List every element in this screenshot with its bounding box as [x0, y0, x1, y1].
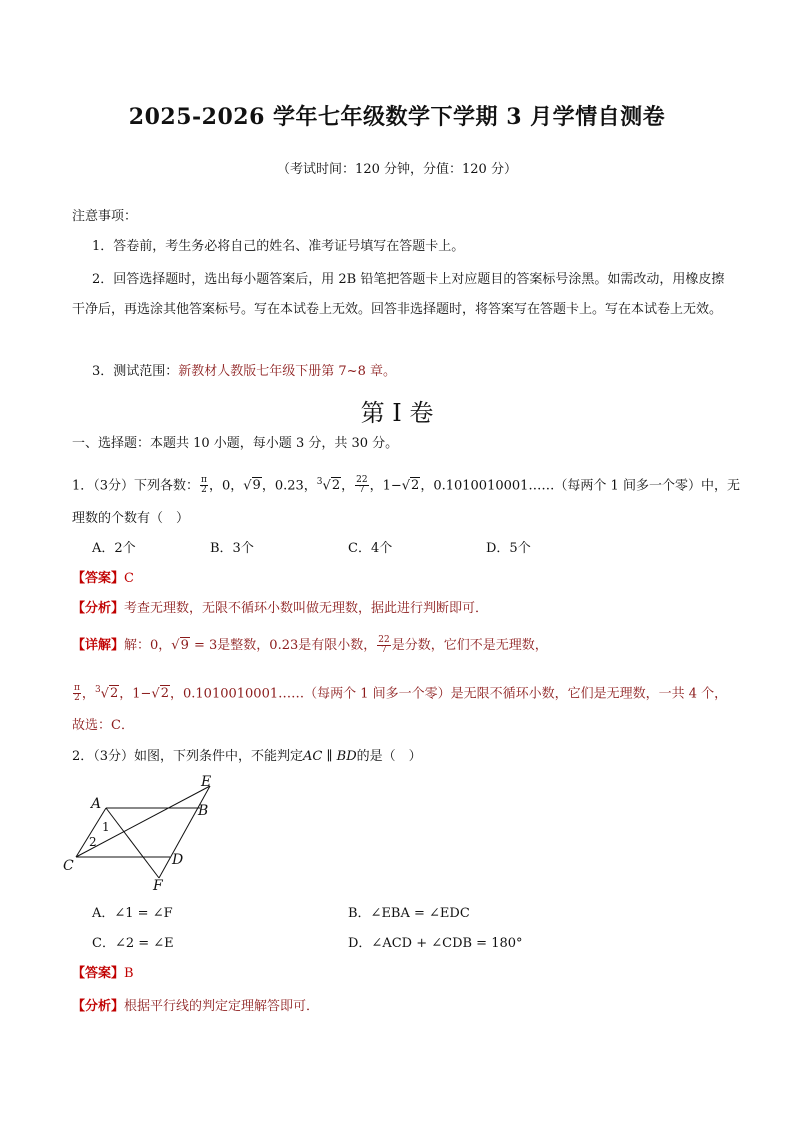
section-title: 第 I 卷	[360, 399, 434, 427]
cube-root-index: 3	[316, 477, 323, 487]
line-af	[106, 808, 159, 878]
sqrt-radicand: 9	[252, 478, 261, 494]
detail-text: 是分数，它们不是无理数，	[391, 638, 548, 653]
fraction-denominator: 7	[381, 645, 387, 655]
q1-list-b: ，0.23，	[261, 478, 317, 494]
point-label-d: D	[172, 852, 184, 868]
page-title: 2025-2026 学年七年级数学下学期 3 月学情自测卷	[128, 104, 666, 130]
answer-value: C	[124, 571, 134, 586]
notice-heading: 注意事项：	[72, 209, 138, 224]
fraction-22-over-7	[377, 636, 390, 655]
q1-answer	[72, 569, 134, 589]
sqrt-sign: √	[401, 478, 411, 494]
q1-stem-line2: 理数的个数有（ ）	[72, 511, 190, 526]
fraction-numerator: 22	[378, 635, 390, 645]
q1-detail-line1	[72, 636, 548, 656]
q1-stem-start: 1．（3分）下列各数：	[72, 478, 200, 494]
point-label-f: F	[153, 878, 163, 894]
q1-option-b: B．3个	[210, 541, 254, 556]
exam-info: （考试时间：120 分钟，分值：120 分）	[277, 162, 517, 177]
cube-root-index: 3	[94, 685, 101, 695]
q2-stem-math: AC ∥ BD	[303, 749, 357, 764]
q1-option-a: A．2个	[92, 541, 136, 556]
fraction-denominator: 2	[74, 693, 80, 704]
detail-tag: 【详解】	[72, 638, 125, 653]
fraction-denominator: 7	[358, 485, 365, 496]
q1-list-e: ，0.1010010001……（每两个 1 间多一个零）中，无	[420, 478, 740, 494]
analysis-text: 根据平行线的判定定理解答即可．	[124, 999, 320, 1014]
analysis-text: 考查无理数，无限不循环小数叫做无理数，据此进行判断即可．	[124, 601, 489, 616]
detail-text: 解：0，	[124, 638, 172, 653]
notice-item-2: 2．回答选择题时，选出每小题答案后，用 2B 铅笔把答题卡上对应题目的答案标号涂黑。如需改动，用橡皮擦干净后，再选涂其他答案标号。写在本试卷上无效。回答非选择题时，将答案写在答题卡上。写在本试卷上无效。	[72, 272, 725, 317]
detail-text: ，0.1010010001……（每两个 1 间多一个零）是无限不循环小数，它们是无理数，一共 4 个，	[170, 686, 728, 702]
q2-option-a: A．∠1 = ∠F	[92, 906, 173, 921]
sqrt-radicand: 2	[411, 478, 420, 494]
analysis-tag: 【分析】	[72, 999, 125, 1014]
q1-list-a: ，0，	[208, 478, 244, 494]
answer-tag: 【答案】	[72, 966, 125, 981]
point-label-b: B	[198, 803, 209, 819]
notice-item-3-label: 3．测试范围：	[92, 364, 179, 379]
q2-option-d: D．∠ACD + ∠CDB = 180°	[348, 936, 523, 951]
q1-conclusion: 故选：C．	[72, 718, 134, 733]
notice-item-1: 1．答卷前，考生务必将自己的姓名、准考证号填写在答题卡上。	[92, 239, 465, 254]
sqrt-sign: √	[322, 478, 331, 494]
fraction-denominator: 2	[201, 485, 207, 496]
q2-analysis	[72, 997, 319, 1017]
geometry-figure	[60, 770, 230, 895]
q2-stem-text: 2．（3分）如图，下列条件中，不能判定	[72, 749, 304, 764]
sqrt-radicand: 2	[160, 686, 169, 702]
test-range: 新教材人教版七年级下册第 7~8 章。	[178, 364, 396, 379]
sqrt-radicand: 2	[109, 686, 119, 702]
fraction-numerator: π	[74, 683, 80, 694]
notice-item-3	[92, 362, 396, 382]
q1-analysis	[72, 599, 488, 619]
q1-stem-line1	[72, 472, 740, 496]
q1-detail-line2	[72, 680, 727, 704]
fraction-pi-over-2	[200, 476, 208, 495]
sqrt-sign: √	[100, 686, 109, 702]
fraction-pi-over-2	[73, 684, 81, 703]
q2-stem-end: 的是（ ）	[356, 749, 422, 764]
angle-label-2: 2	[89, 835, 97, 849]
part-heading: 一、选择题：本题共 10 小题，每小题 3 分，共 30 分。	[72, 436, 399, 451]
q2-stem	[72, 747, 422, 767]
q1-option-c: C．4个	[348, 541, 393, 556]
point-label-a: A	[91, 796, 102, 812]
q2-option-c: C．∠2 = ∠E	[92, 936, 174, 951]
detail-text: = 3是整数，0.23是有限小数，	[189, 638, 377, 653]
q2-answer	[72, 964, 134, 984]
fraction-22-over-7	[355, 476, 368, 495]
sqrt-sign: √	[171, 638, 180, 653]
sqrt-sign: √	[243, 478, 252, 494]
answer-value: B	[124, 966, 134, 981]
sqrt-sign: √	[151, 686, 160, 702]
q2-option-b: B．∠EBA = ∠EDC	[348, 906, 470, 921]
q1-option-d: D．5个	[486, 541, 531, 556]
point-label-c: C	[63, 858, 74, 874]
point-label-e: E	[201, 774, 212, 790]
answer-tag: 【答案】	[72, 571, 125, 586]
fraction-numerator: 22	[356, 475, 368, 486]
angle-label-1: 1	[102, 820, 110, 834]
analysis-tag: 【分析】	[72, 601, 125, 616]
sqrt-radicand: 9	[180, 638, 189, 653]
q1-list-d: ，1−	[369, 478, 402, 494]
sqrt-radicand: 2	[331, 478, 341, 494]
q1-list-c: ，	[341, 478, 355, 494]
fraction-numerator: π	[201, 475, 207, 486]
detail-text: ，1−	[119, 686, 152, 702]
detail-text: ，	[81, 686, 95, 702]
